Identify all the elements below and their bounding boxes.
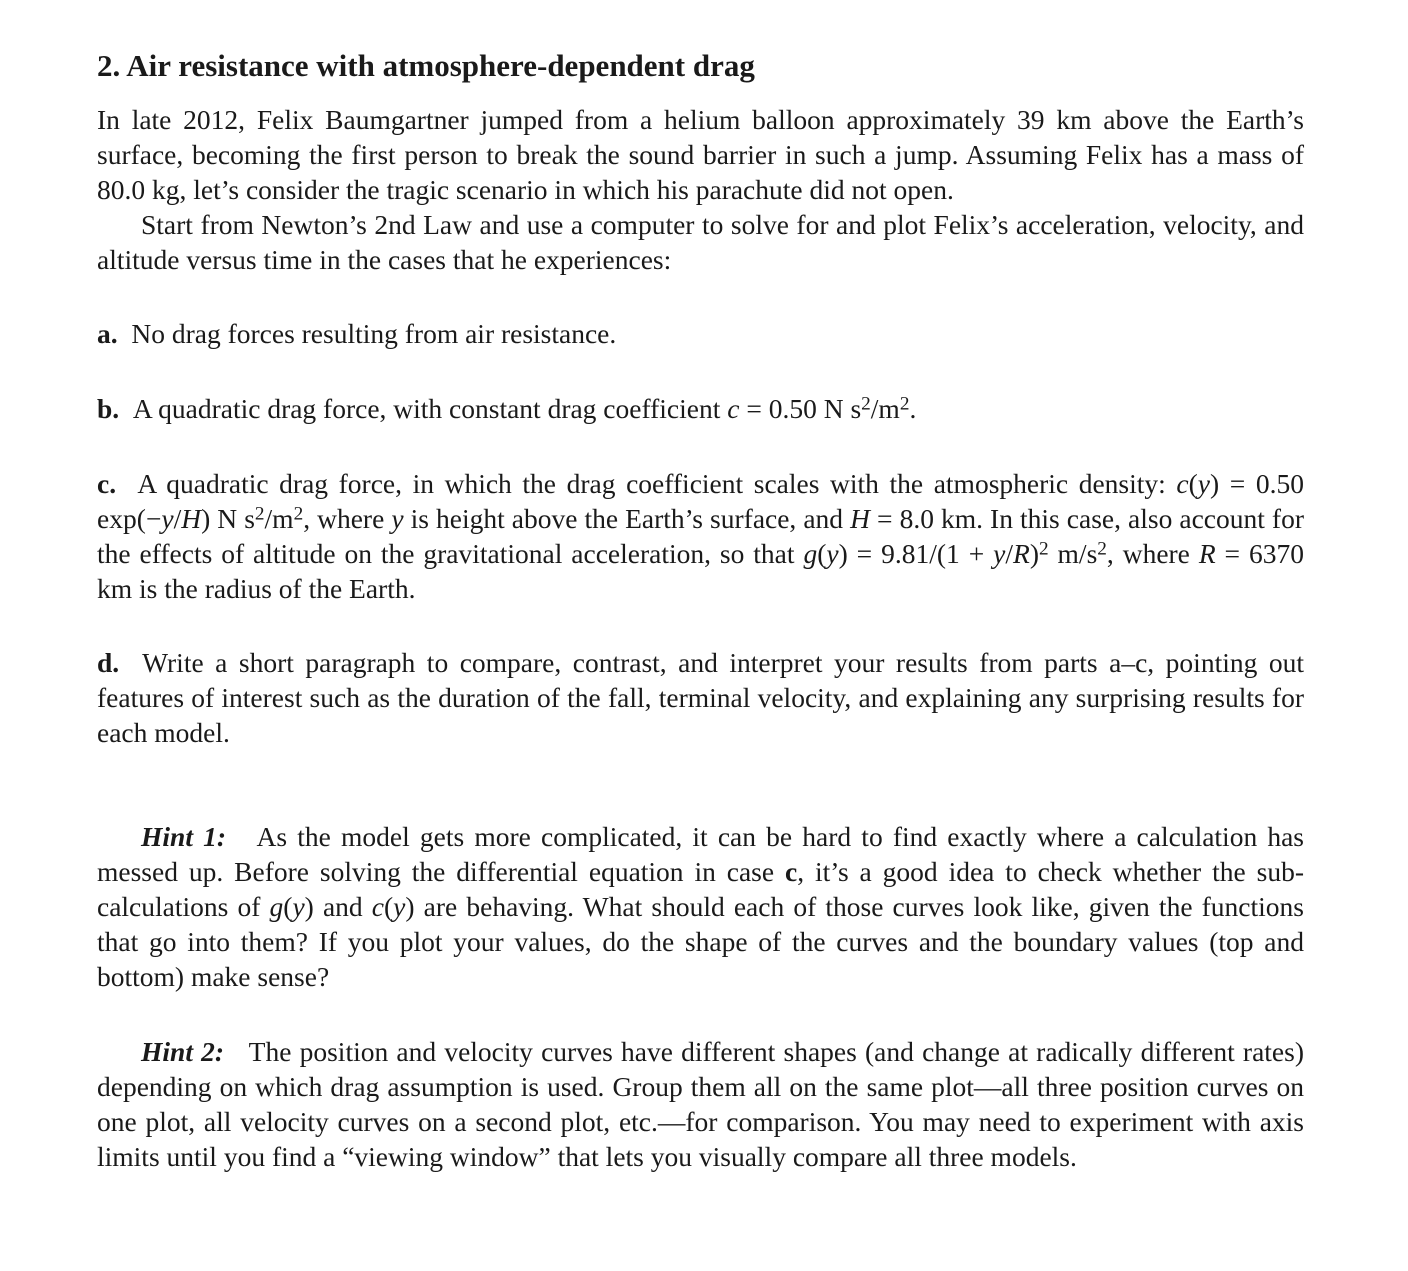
var-y: y (993, 538, 1006, 569)
var-y: y (1197, 468, 1211, 499)
eq-part: ) = 0.50 exp(− (97, 468, 1305, 534)
text: ) and (304, 891, 372, 922)
var-y: y (292, 891, 305, 922)
hint-2 (97, 1034, 1304, 1174)
part-b-sup1: 2 (861, 393, 871, 415)
var-c: c (371, 891, 384, 922)
unit: ) N s (201, 503, 255, 534)
part-b-unit: /m (870, 393, 900, 424)
part-d-label: d. (97, 647, 120, 678)
text: = 6370 km is the radius of the Earth. (97, 538, 1304, 604)
unit: /m (264, 503, 294, 534)
part-a-text: No drag forces resulting from air resistance. (131, 318, 617, 349)
part-b-label: b. (97, 393, 120, 424)
part-b (97, 391, 1304, 426)
paren: ( (817, 538, 827, 569)
part-a-label: a. (97, 318, 118, 349)
var-r: R (1013, 538, 1030, 569)
paren: ( (1188, 468, 1198, 499)
var-y: y (391, 503, 404, 534)
sup: 2 (254, 503, 265, 525)
part-c-label: c. (97, 468, 117, 499)
part-c-text: A quadratic drag force, in which the drag coefficient scales with the atmospheric density: (137, 468, 1177, 499)
var-c: c (1176, 468, 1189, 499)
text: is height above the Earth’s surface, and (403, 503, 851, 534)
intro-paragraph: In late 2012, Felix Baumgartner jumped from a helium balloon approximately 39 km above the Earth’s surface, becoming the first person to break the sound barrier in such a jump. Assuming Felix has a mass of 80.0 kg, let’s consider the tragic scenario in which his parachute did not open. (97, 104, 1304, 205)
part-b-end: . (909, 393, 917, 424)
slash: / (1005, 538, 1013, 569)
part-b-eq: = 0.50 N s (739, 393, 862, 424)
var-y: y (393, 891, 406, 922)
var-y: y (161, 503, 174, 534)
text: , where (303, 503, 392, 534)
slash: / (173, 503, 182, 534)
part-b-text: A quadratic drag force, with constant drag coefficient (132, 393, 728, 424)
unit: m/s (1048, 538, 1098, 569)
hint-2-label: Hint 2: (141, 1036, 225, 1067)
var-h: H (181, 503, 202, 534)
sup: 2 (1038, 538, 1049, 560)
bold-c: c (785, 856, 798, 887)
section-heading: 2. Air resistance with atmosphere-dependent drag (97, 48, 755, 83)
hint-2-text: The position and velocity curves have different shapes (and change at radically different rates) depending on which drag assumption is used. Group them all on the same plot—all three position curves on one plot, all velocity curves on a second plot, etc.—for comparison. You may need to experiment with axis limits until you find a “viewing window” that lets you visually compare all three models. (97, 1036, 1304, 1172)
var-h: H (850, 503, 870, 534)
sup: 2 (293, 503, 304, 525)
sup: 2 (1097, 538, 1107, 560)
var-g: g (269, 891, 284, 922)
text: , it’s a good idea to check whether the sub-calculations of (97, 856, 1304, 922)
var-y: y (826, 538, 839, 569)
paren: ( (283, 891, 293, 922)
text: ) are behaving. What should each of those curves look like, given the functions that go into them? If you plot your values, do the shape of the curves and the boundary values (top and bottom) make sense? (97, 891, 1304, 992)
part-d (97, 645, 1304, 750)
part-c (97, 466, 1304, 606)
hint-1-label: Hint 1: (141, 821, 227, 852)
hint-1-text: As the model gets more complicated, it can be hard to find exactly where a calculation has messed up. Before solving the differential equation in case (97, 821, 1305, 887)
part-a (97, 316, 1304, 351)
intro-instructions: Start from Newton’s 2nd Law and use a computer to solve for and plot Felix’s acceleration, velocity, and altitude versus time in the cases that he experiences: (97, 209, 1304, 275)
part-d-text: Write a short paragraph to compare, contrast, and interpret your results from parts a–c, pointing out features of interest such as the duration of the fall, terminal velocity, and explaining any surprising results for each model. (97, 647, 1304, 748)
part-b-sup2: 2 (899, 393, 910, 415)
var-r: R (1198, 538, 1216, 569)
text: = 8.0 km. In this case, also account for the effects of altitude on the gravitational acceleration, so that (97, 503, 1304, 569)
part-b-var-c: c (727, 393, 740, 424)
paren: ( (384, 891, 394, 922)
eq-part: ) = 9.81/(1 + (838, 538, 994, 569)
hint-1 (97, 819, 1304, 994)
text: , where (1106, 538, 1199, 569)
var-g: g (803, 538, 818, 569)
paren: ) (1029, 538, 1039, 569)
